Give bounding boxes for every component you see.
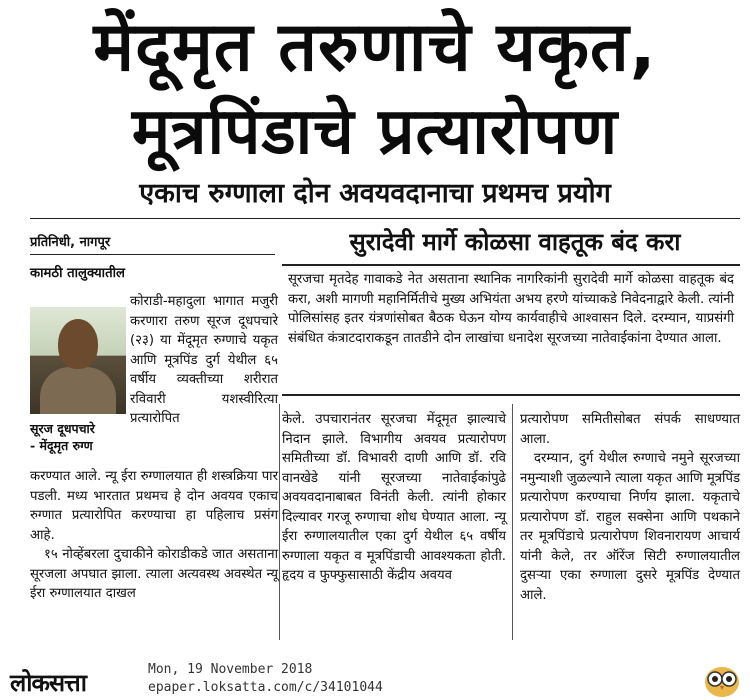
column-3 [520,410,740,605]
column-2 [282,410,506,586]
subheadline: एकाच रुग्णाला दोन अवयवदानाचा प्रथमच प्रयोग [139,178,611,209]
column-divider-1 [279,404,280,640]
lead-bold-text: कामठी तालुक्यातील [30,266,125,281]
headline-line-2: मूत्रपिंडाचे प्रत्यारोपण [131,95,619,169]
epaper-link[interactable]: epaper.loksatta.com/c/34101044 [148,680,383,695]
article-lead [30,264,278,284]
col1-para2-text: १५ नोव्हेंबरला दुचाकीने कोराडीकडे जात असताना सूरजला अपघात झाला. त्याला अत्यवस्थ अवस्थेत न्यू ईरा रुग्णालयात दाखल [30,547,278,601]
portrait-photo [30,307,126,414]
edition-date: Mon, 19 November 2018 [148,662,313,677]
sidebar-box [282,264,740,396]
subhead-rule [30,218,740,219]
caption-name: सूरज दूधपचारे [30,421,95,436]
loksatta-logo: लोकसत्ता [10,668,86,697]
photo-caption [30,420,126,454]
column-1-bottom [30,467,278,604]
photo-shirt-shape [40,367,116,414]
byline: प्रतिनिधी, नागपूर [30,235,111,250]
col2-text: केले. उपचारानंतर सूरजचा मेंदूमृत झाल्याचे निदान झाले. विभागीय अवयव प्रत्यारोपण समितीच्या डॉ. विभावरी दाणी आणि डॉ. रवि वानखेडे यांनी सूरजच्या नातेवाईकांपुढे अवयवदानाबाबत विनंती केली. त्यांनी होकार दिल्यावर गरजू रुग्णाचा शोध घेण्यात आला. न्यू ईरा रुग्णालयातील एका दुर्ग येथील ६५ वर्षीय रुग्णाला यकृत व मूत्रपिंडाची आवश्यकता होती. हृदय व फुफ्फुसासाठी केंद्रीय अवयव [282,412,506,583]
headline-line-1: मेंदूमृत तरुणाचे यकृत, [93,8,657,87]
byline-rule [30,254,275,255]
col1-top-text: कोराडी-महादुला भागात मजुरी करणारा तरुण सूरज दूधपचारे (२३) या मेंदूमृत रुग्णाचे यकृत आणि मूत्रपिंड दुर्ग येथील ६५ वर्षीय व्यक्तीच्या शरीरात रविवारी यशस्वीरित्या प्रत्यारोपित [130,294,278,426]
caption-desc: - मेंदूमृत रुग्ण [30,438,93,453]
column-1-top [130,292,278,429]
sidebar-heading: सुरादेवी मार्गे कोळसा वाहतूक बंद करा [349,228,681,256]
col1-bottom-text: करण्यात आले. न्यू ईरा रुग्णालयात ही शस्त्रक्रिया पार पडली. मध्य भारतात प्रथमच हे दोन अवयव एकाच रुग्णात प्रत्यारोपित करण्याचा हा पहिलाच प्रसंग आहे. [30,469,278,543]
column-divider-2 [512,404,513,640]
col3-para2-text: दरम्यान, दुर्ग येथील रुग्णाचे नमुने सूरजच्या नमुन्याशी जुळल्याने त्याला यकृत आणि मूत्रपिंड प्रत्यारोपण करण्याचा निर्णय झाला. यकृताचे प्रत्यारोपण डॉ. राहुल सक्सेना आणि पथकाने तर मूत्रपिंडाचे प्रत्यारोपण शिवनारायण आचार्य यांनी केले, तर ऑरेंज सिटी रुग्णालयातील दुसऱ्या एका रुग्णाला दुसरे मूत्रपिंड देण्यात आले. [520,451,740,603]
sidebar-text: सूरजचा मृतदेह गावाकडे नेत असताना स्थानिक नागरिकांनी सुरादेवी मार्गे कोळसा वाहतूक बंद करा, अशी मागणी महानिर्मितीचे मुख्य अभियंता अभय हरणे यांच्याकडे निवेदनाद्वारे केली. त्यांनी पोलिसांसह इतर यंत्रणांसोबत बैठक घेऊन योग्य कार्यवाहीचे आश्वासन दिले. दरम्यान, याप्रसंगी संबंधित कंत्राटदाराकडून तातडीने दोन लाखांचा धनादेश सूरजच्या नातेवाईकांना देण्यात आला. [288,272,734,346]
col3-para1-text: प्रत्यारोपण समितीसोबत संपर्क साधण्यात आला. [520,412,740,447]
owl-icon [702,662,742,698]
photo-face-shape [58,319,98,369]
